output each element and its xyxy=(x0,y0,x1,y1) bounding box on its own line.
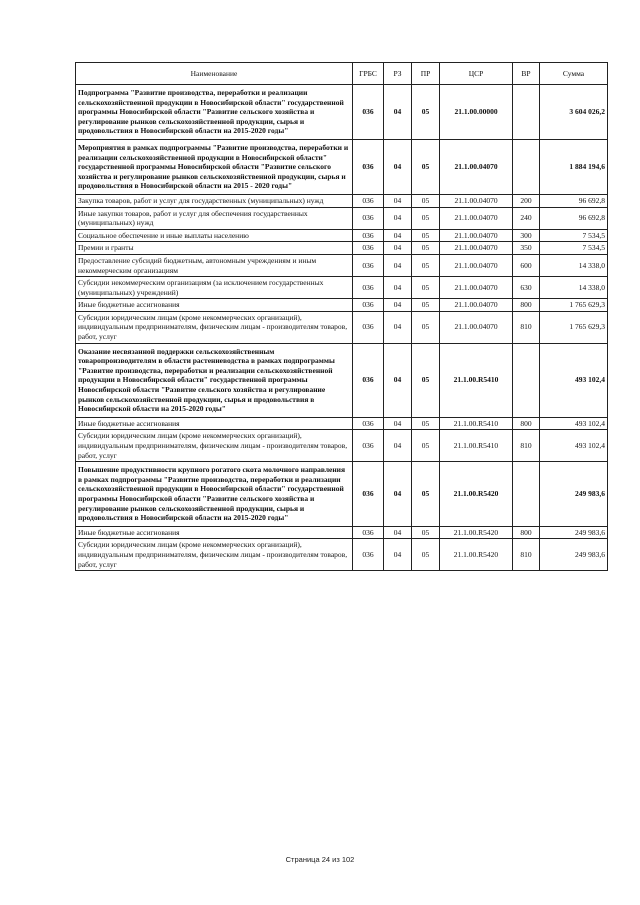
cell-name: Предоставление субсидий бюджетным, автономным учреждениям и иным некоммерческим организациям xyxy=(76,254,353,276)
table-row xyxy=(76,85,608,140)
cell-pr: 05 xyxy=(412,311,440,343)
table-header-row xyxy=(76,63,608,85)
cell-rz: 04 xyxy=(384,430,412,462)
table-row xyxy=(76,417,608,430)
cell-csr: 21.1.00.04070 xyxy=(440,207,513,229)
cell-csr: 21.1.00.04070 xyxy=(440,242,513,255)
cell-pr: 05 xyxy=(412,417,440,430)
cell-csr: 21.1.00.04070 xyxy=(440,194,513,207)
cell-pr: 05 xyxy=(412,299,440,312)
table-row xyxy=(76,194,608,207)
cell-grbs: 036 xyxy=(353,254,384,276)
cell-rz: 04 xyxy=(384,539,412,571)
cell-name: Субсидии некоммерческим организациям (за исключением государственных (муниципальных) учреждений) xyxy=(76,277,353,299)
cell-sum: 1 765 629,3 xyxy=(540,299,608,312)
cell-pr: 05 xyxy=(412,526,440,539)
cell-grbs: 036 xyxy=(353,299,384,312)
cell-grbs: 036 xyxy=(353,417,384,430)
header-rz: РЗ xyxy=(384,63,412,85)
cell-sum: 7 534,5 xyxy=(540,229,608,242)
cell-grbs: 036 xyxy=(353,139,384,194)
cell-sum: 249 983,6 xyxy=(540,526,608,539)
cell-csr: 21.1.00.04070 xyxy=(440,254,513,276)
cell-pr: 05 xyxy=(412,229,440,242)
cell-csr: 21.1.00.R5410 xyxy=(440,417,513,430)
cell-name: Субсидии юридическим лицам (кроме некоммерческих организаций), индивидуальным предпринимателям, физическим лицам - производителям товаров, работ, услуг xyxy=(76,311,353,343)
page-number: Страница 24 из 102 xyxy=(285,855,355,864)
cell-vr: 800 xyxy=(513,417,540,430)
cell-sum: 493 102,4 xyxy=(540,343,608,417)
cell-vr xyxy=(513,139,540,194)
cell-pr: 05 xyxy=(412,207,440,229)
cell-sum: 96 692,8 xyxy=(540,207,608,229)
cell-grbs: 036 xyxy=(353,242,384,255)
cell-grbs: 036 xyxy=(353,343,384,417)
cell-grbs: 036 xyxy=(353,277,384,299)
cell-sum: 249 983,6 xyxy=(540,462,608,527)
table-row xyxy=(76,229,608,242)
cell-name: Иные бюджетные ассигнования xyxy=(76,526,353,539)
cell-pr: 05 xyxy=(412,430,440,462)
cell-name: Повышение продуктивности крупного рогатого скота молочного направления в рамках подпрограммы "Развитие производства, переработки и реализации сельскохозяйственной продукции в Новосибирской области" государственной программы Новосибирской области "Развитие сельского хозяйства и регулирование рынков сельскохозяйственной продукции, сырья и продовольствия в Новосибирской области на 2015-2020 годы" xyxy=(76,462,353,527)
cell-vr: 810 xyxy=(513,539,540,571)
cell-vr xyxy=(513,85,540,140)
cell-vr xyxy=(513,462,540,527)
cell-vr: 200 xyxy=(513,194,540,207)
cell-rz: 04 xyxy=(384,343,412,417)
cell-rz: 04 xyxy=(384,417,412,430)
header-grbs: ГРБС xyxy=(353,63,384,85)
cell-vr: 810 xyxy=(513,430,540,462)
cell-rz: 04 xyxy=(384,254,412,276)
table-row xyxy=(76,277,608,299)
budget-table xyxy=(75,62,608,571)
cell-sum: 493 102,4 xyxy=(540,417,608,430)
table-row xyxy=(76,299,608,312)
table-row xyxy=(76,430,608,462)
cell-csr: 21.1.00.04070 xyxy=(440,277,513,299)
cell-csr: 21.1.00.R5420 xyxy=(440,462,513,527)
cell-vr: 800 xyxy=(513,526,540,539)
cell-grbs: 036 xyxy=(353,229,384,242)
cell-rz: 04 xyxy=(384,526,412,539)
header-name: Наименование xyxy=(76,63,353,85)
cell-sum: 493 102,4 xyxy=(540,430,608,462)
cell-pr: 05 xyxy=(412,254,440,276)
header-sum: Сумма xyxy=(540,63,608,85)
cell-grbs: 036 xyxy=(353,539,384,571)
cell-name: Иные бюджетные ассигнования xyxy=(76,299,353,312)
cell-csr: 21.1.00.R5420 xyxy=(440,526,513,539)
cell-csr: 21.1.00.R5420 xyxy=(440,539,513,571)
cell-vr: 350 xyxy=(513,242,540,255)
cell-name: Субсидии юридическим лицам (кроме некоммерческих организаций), индивидуальным предпринимателям, физическим лицам - производителям товаров, работ, услуг xyxy=(76,430,353,462)
cell-rz: 04 xyxy=(384,194,412,207)
table-row xyxy=(76,539,608,571)
cell-vr: 800 xyxy=(513,299,540,312)
cell-csr: 21.1.00.04070 xyxy=(440,229,513,242)
cell-name: Субсидии юридическим лицам (кроме некоммерческих организаций), индивидуальным предпринимателям, физическим лицам - производителям товаров, работ, услуг xyxy=(76,539,353,571)
table-row xyxy=(76,526,608,539)
cell-pr: 05 xyxy=(412,277,440,299)
cell-grbs: 036 xyxy=(353,526,384,539)
cell-rz: 04 xyxy=(384,277,412,299)
table-body xyxy=(76,85,608,571)
header-pr: ПР xyxy=(412,63,440,85)
cell-vr: 300 xyxy=(513,229,540,242)
table-row xyxy=(76,462,608,527)
cell-name: Премии и гранты xyxy=(76,242,353,255)
table-row xyxy=(76,139,608,194)
cell-sum: 3 604 026,2 xyxy=(540,85,608,140)
cell-grbs: 036 xyxy=(353,462,384,527)
cell-rz: 04 xyxy=(384,299,412,312)
cell-vr: 630 xyxy=(513,277,540,299)
cell-sum: 1 884 194,6 xyxy=(540,139,608,194)
cell-vr xyxy=(513,343,540,417)
cell-rz: 04 xyxy=(384,462,412,527)
cell-rz: 04 xyxy=(384,85,412,140)
cell-name: Социальное обеспечение и иные выплаты населению xyxy=(76,229,353,242)
cell-vr: 600 xyxy=(513,254,540,276)
cell-csr: 21.1.00.R5410 xyxy=(440,343,513,417)
cell-rz: 04 xyxy=(384,207,412,229)
cell-grbs: 036 xyxy=(353,194,384,207)
cell-vr: 810 xyxy=(513,311,540,343)
cell-pr: 05 xyxy=(412,139,440,194)
cell-grbs: 036 xyxy=(353,207,384,229)
cell-grbs: 036 xyxy=(353,430,384,462)
cell-name: Закупка товаров, работ и услуг для государственных (муниципальных) нужд xyxy=(76,194,353,207)
cell-name: Подпрограмма "Развитие производства, переработки и реализации сельскохозяйственной продукции в Новосибирской области" государственной программы Новосибирской области "Развитие сельского хозяйства и регулирование рынков сельскохозяйственной продукции, сырья и продовольствия в Новосибирской области на 2015-2020 годы" xyxy=(76,85,353,140)
table-row xyxy=(76,311,608,343)
header-vr: ВР xyxy=(513,63,540,85)
cell-csr: 21.1.00.04070 xyxy=(440,139,513,194)
header-csr: ЦСР xyxy=(440,63,513,85)
cell-vr: 240 xyxy=(513,207,540,229)
cell-grbs: 036 xyxy=(353,311,384,343)
cell-grbs: 036 xyxy=(353,85,384,140)
table-row xyxy=(76,343,608,417)
cell-name: Иные закупки товаров, работ и услуг для обеспечения государственных (муниципальных) нужд xyxy=(76,207,353,229)
cell-sum: 96 692,8 xyxy=(540,194,608,207)
cell-rz: 04 xyxy=(384,229,412,242)
cell-csr: 21.1.00.04070 xyxy=(440,299,513,312)
cell-name: Оказание несвязанной поддержки сельскохозяйственным товаропроизводителям в области растениеводства в рамках подпрограммы "Развитие производства, переработки и реализации сельскохозяйственной продукции в Новосибирской области" государственной программы Новосибирской области "Развитие сельского хозяйства и регулирование рынков сельскохозяйственной продукции, сырья и продовольствия в Новосибирской области на 2015-2020 годы" xyxy=(76,343,353,417)
table-row xyxy=(76,207,608,229)
cell-pr: 05 xyxy=(412,539,440,571)
cell-name: Иные бюджетные ассигнования xyxy=(76,417,353,430)
cell-sum: 7 534,5 xyxy=(540,242,608,255)
cell-csr: 21.1.00.04070 xyxy=(440,311,513,343)
cell-rz: 04 xyxy=(384,242,412,255)
cell-pr: 05 xyxy=(412,343,440,417)
cell-sum: 14 338,0 xyxy=(540,277,608,299)
cell-name: Мероприятия в рамках подпрограммы "Развитие производства, переработки и реализации сельскохозяйственной продукции в Новосибирской области" государственной программы Новосибирской области "Развитие сельского хозяйства и регулирование рынков сельскохозяйственной продукции, сырья и продовольствия в Новосибирской области на 2015 - 2020 годы" xyxy=(76,139,353,194)
cell-rz: 04 xyxy=(384,139,412,194)
cell-pr: 05 xyxy=(412,242,440,255)
cell-pr: 05 xyxy=(412,194,440,207)
cell-sum: 249 983,6 xyxy=(540,539,608,571)
cell-pr: 05 xyxy=(412,85,440,140)
cell-csr: 21.1.00.R5410 xyxy=(440,430,513,462)
cell-pr: 05 xyxy=(412,462,440,527)
cell-sum: 14 338,0 xyxy=(540,254,608,276)
table-row xyxy=(76,242,608,255)
table-row xyxy=(76,254,608,276)
cell-sum: 1 765 629,3 xyxy=(540,311,608,343)
cell-rz: 04 xyxy=(384,311,412,343)
cell-csr: 21.1.00.00000 xyxy=(440,85,513,140)
